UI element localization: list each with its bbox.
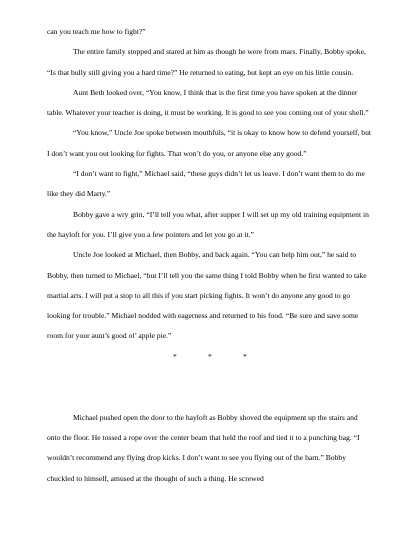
paragraph: Uncle Joe looked at Michael, then Bobby, and back again. “You can help him out,” he said to Bobby, then turned to Michael, “but I’ll tell you the same thing I told Bobby when he first wanted to take martial arts. I will put a stop to all this if you start picking fights. It won’t do anyone any good to go looking for trouble.” Michael nodded with eagerness and returned to his food. “Be sure and save some room for your aunt’s good ol’ apple pie.” bbox=[47, 250, 367, 341]
section-gap bbox=[47, 367, 373, 408]
paragraph-continuation: can you teach me how to fight?” bbox=[47, 27, 146, 36]
paragraph: Aunt Beth looked over, “You know, I think that is the first time you have spoken at the dinner table. Whatever your teacher is doing, it must be working. It is good to see you coming out of your shell.” bbox=[47, 87, 369, 118]
paragraph: “I don’t want to fight,” Michael said, “these guys didn’t let us leave. I don’t want them to do me like they did Marty.” bbox=[47, 169, 365, 199]
paragraph: Michael pushed open the door to the hayloft as Bobby shoved the equipment up the stairs and onto the floor. He tossed a rope over the center beam that held the roof and tied it to a punching bag. “I wouldn’t recommend any flying drop kicks. I don’t want to see you flying out of the barn.” Bobby chuckled to himself, amused at the thought of such a thing. He screwed bbox=[47, 412, 360, 483]
scene-break-asterisk: * bbox=[243, 351, 247, 361]
scene-break-asterisk: * bbox=[173, 351, 177, 361]
scene-break-asterisk: * bbox=[208, 351, 212, 361]
paragraph: The entire family stopped and stared at him as though he were from mars. Finally, Bobby spoke, “Is that bully still giving you a hard time?” He returned to eating, but kept an eye on his little cousin. bbox=[47, 47, 366, 77]
paragraph: “You know,” Uncle Joe spoke between mouthfuls, “it is okay to know how to defend yourself, but I don’t want you out looking for fights. That won’t do you, or anyone else any good.” bbox=[47, 128, 372, 158]
scene-break bbox=[47, 347, 373, 367]
paragraph: Bobby gave a wry grin, “I’ll tell you what, after supper I will set up my old training equipment in the hayloft for you. I’ll give you a few pointers and let you go at it.” bbox=[47, 209, 369, 239]
body-text bbox=[47, 22, 373, 489]
